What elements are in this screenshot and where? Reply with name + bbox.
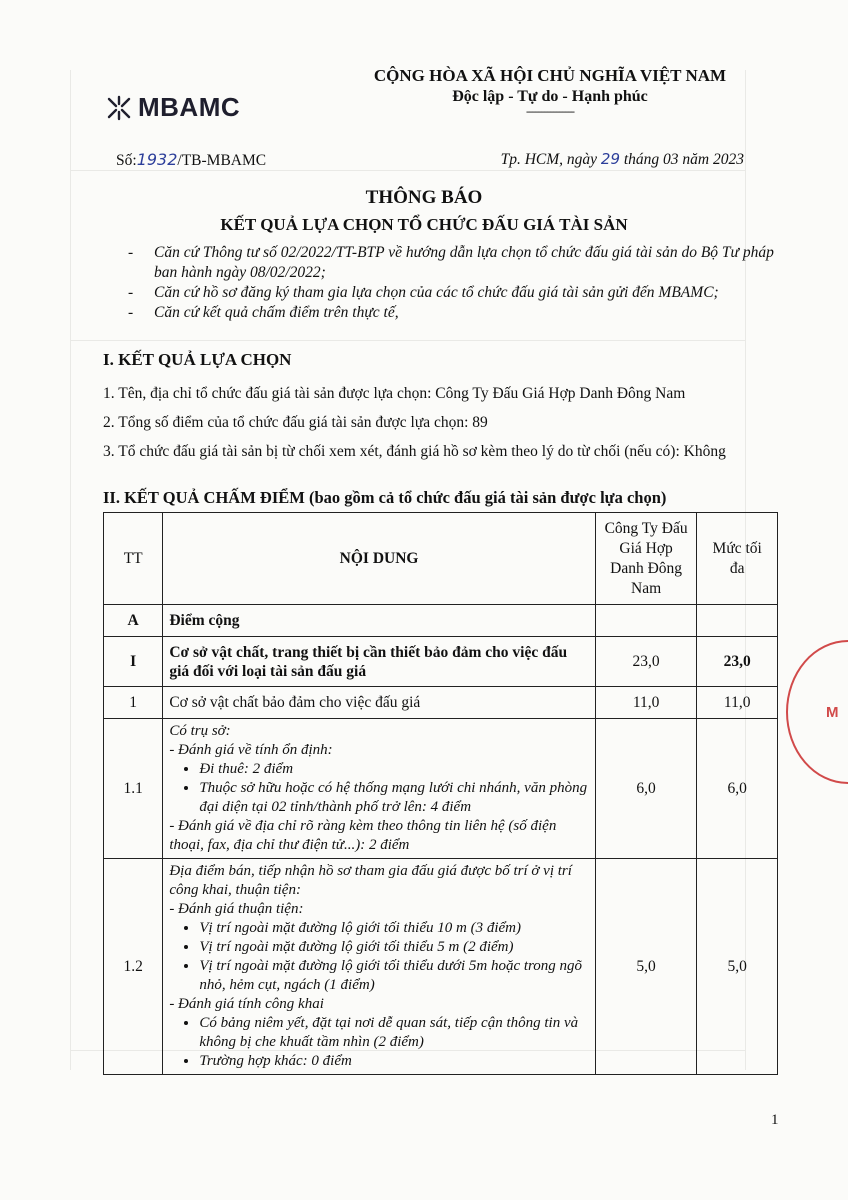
row-i-content: Cơ sở vật chất, trang thiết bị cần thiết bảo đảm cho việc đấu giá đối với loại tài sản đấu giá	[163, 637, 595, 687]
criteria-line: - Đánh giá tính công khai	[169, 996, 324, 1012]
bleed-through-line	[70, 340, 746, 341]
row-a-org	[595, 605, 697, 637]
table-row-a	[104, 605, 778, 637]
section-2-heading	[103, 488, 666, 508]
criteria-bullet: • Vị trí ngoài mặt đường lộ giới tối thiểu 10 m (3 điểm)	[199, 919, 588, 938]
criteria-intro: Địa điểm bán, tiếp nhận hồ sơ tham gia đấu giá được bố trí ở vị trí công khai, thuận tiện:	[169, 863, 572, 898]
criteria-bullet: • Vị trí ngoài mặt đường lộ giới tối thiểu 5 m (2 điểm)	[199, 938, 588, 957]
date-prefix: Tp. HCM, ngày	[500, 151, 598, 168]
national-heading	[350, 66, 750, 116]
criteria-line: - Đánh giá về tính ổn định:	[169, 742, 333, 758]
row-i-tt: I	[104, 637, 163, 687]
section-2-note: (bao gồm cả tổ chức đấu giá tài sản được lựa chọn)	[308, 488, 667, 507]
table-row-i	[104, 637, 778, 687]
legal-basis-text: Căn cứ kết quả chấm điểm trên thực tế,	[154, 304, 399, 321]
stamp-text: M	[826, 704, 839, 721]
criteria-intro: Có trụ sở:	[169, 723, 231, 739]
row-1-2-criteria	[163, 859, 595, 1075]
row-1-org-score: 11,0	[595, 687, 697, 719]
header-organization: Công Ty Đấu Giá Hợp Danh Đông Nam	[595, 513, 697, 605]
row-1-2-max-score: 5,0	[697, 859, 778, 1075]
row-a-max	[697, 605, 778, 637]
logo-text: MBAMC	[138, 92, 241, 122]
doc-no-handwritten: 1932	[136, 150, 178, 169]
table-row-1-2	[104, 859, 778, 1075]
row-1-2-org-score: 5,0	[595, 859, 697, 1075]
row-a-tt: A	[104, 605, 163, 637]
legal-basis-item	[128, 303, 788, 323]
page-number: 1	[771, 1112, 779, 1128]
document-number	[116, 150, 266, 170]
notice-title: THÔNG BÁO	[365, 187, 483, 208]
national-title: CỘNG HÒA XÃ HỘI CHỦ NGHĨA VIỆT NAM	[373, 66, 727, 85]
row-1-max-score: 11,0	[697, 687, 778, 719]
row-1-1-org-score: 6,0	[595, 719, 697, 859]
bleed-through-line	[70, 170, 746, 171]
criteria-bullet: • Đi thuê: 2 điểm	[199, 760, 588, 779]
row-1-1-tt: 1.1	[104, 719, 163, 859]
section-1-heading: I. KẾT QUẢ LỰA CHỌN	[103, 350, 292, 369]
section-1-item-2: 2. Tổng số điểm của tổ chức đấu giá tài sản được lựa chọn: 89	[103, 414, 488, 431]
criteria-bullet: • Có bảng niêm yết, đặt tại nơi dễ quan sát, tiếp cận thông tin và không bị che khuất tầm nhìn (2 điểm)	[199, 1014, 588, 1052]
bullet-dash: -	[128, 244, 134, 261]
header-content: NỘI DUNG	[163, 513, 595, 605]
criteria-list	[169, 919, 588, 995]
row-1-2-tt: 1.2	[104, 859, 163, 1075]
criteria-line: - Đánh giá về địa chỉ rõ ràng kèm theo thông tin liên hệ (số điện thoại, fax, địa chỉ thư điện tử...): 2 điểm	[169, 818, 557, 853]
scoring-table	[103, 512, 778, 1075]
date-rest: tháng 03 năm 2023	[623, 151, 744, 168]
legal-basis-item	[128, 283, 788, 303]
section-1-item-1: 1. Tên, địa chỉ tổ chức đấu giá tài sản được lựa chọn: Công Ty Đấu Giá Hợp Danh Đông Nam	[103, 385, 686, 402]
notice-subtitle: KẾT QUẢ LỰA CHỌN TỔ CHỨC ĐẤU GIÁ TÀI SẢN	[220, 215, 628, 234]
criteria-line: - Đánh giá thuận tiện:	[169, 901, 304, 917]
heading-rule: ----------------	[526, 104, 574, 118]
criteria-bullet: • Thuộc sở hữu hoặc có hệ thống mạng lưới chi nhánh, văn phòng đại diện tại 02 tỉnh/thành phố trở lên: 4 điểm	[199, 779, 588, 817]
row-1-tt: 1	[104, 687, 163, 719]
national-motto: Độc lập - Tự do - Hạnh phúc	[452, 88, 648, 105]
company-stamp	[786, 640, 848, 784]
header-tt: TT	[104, 513, 163, 605]
doc-no-suffix: /TB-MBAMC	[177, 152, 267, 169]
company-logo	[104, 92, 240, 123]
row-1-content: Cơ sở vật chất bảo đảm cho việc đấu giá	[163, 687, 595, 719]
legal-basis-text: Căn cứ Thông tư số 02/2022/TT-BTP về hướng dẫn lựa chọn tổ chức đấu giá tài sản do Bộ Tư pháp ban hành ngày 08/02/2022;	[154, 244, 774, 281]
date-day-handwritten: 29	[600, 150, 620, 168]
mbamc-logo-icon	[104, 95, 134, 121]
criteria-list	[169, 1014, 588, 1071]
criteria-list	[169, 760, 588, 817]
row-1-1-max-score: 6,0	[697, 719, 778, 859]
document-date	[501, 150, 744, 169]
table-header-row	[104, 513, 778, 605]
header-max-score: Mức tối đa	[697, 513, 778, 605]
legal-basis-item	[128, 243, 788, 283]
table-row-1	[104, 687, 778, 719]
legal-basis-text: Căn cứ hồ sơ đăng ký tham gia lựa chọn của các tổ chức đấu giá tài sản gửi đến MBAMC;	[154, 284, 719, 301]
criteria-bullet: • Vị trí ngoài mặt đường lộ giới tối thiểu dưới 5m hoặc trong ngõ nhỏ, hẻm cụt, ngách (1 điểm)	[199, 957, 588, 995]
bullet-dash: -	[128, 284, 134, 301]
row-i-max-score: 23,0	[697, 637, 778, 687]
row-i-org-score: 23,0	[595, 637, 697, 687]
legal-bases	[128, 243, 788, 323]
section-2-title: II. KẾT QUẢ CHẤM ĐIỂM	[103, 488, 305, 507]
criteria-bullet: • Trường hợp khác: 0 điểm	[199, 1052, 588, 1071]
row-a-content: Điểm cộng	[163, 605, 595, 637]
section-1-item-3: 3. Tổ chức đấu giá tài sản bị từ chối xem xét, đánh giá hồ sơ kèm theo lý do từ chối (nếu có): Không	[103, 443, 726, 460]
row-1-1-criteria	[163, 719, 595, 859]
table-row-1-1	[104, 719, 778, 859]
doc-no-prefix: Số:	[116, 152, 137, 169]
bullet-dash: -	[128, 304, 134, 321]
